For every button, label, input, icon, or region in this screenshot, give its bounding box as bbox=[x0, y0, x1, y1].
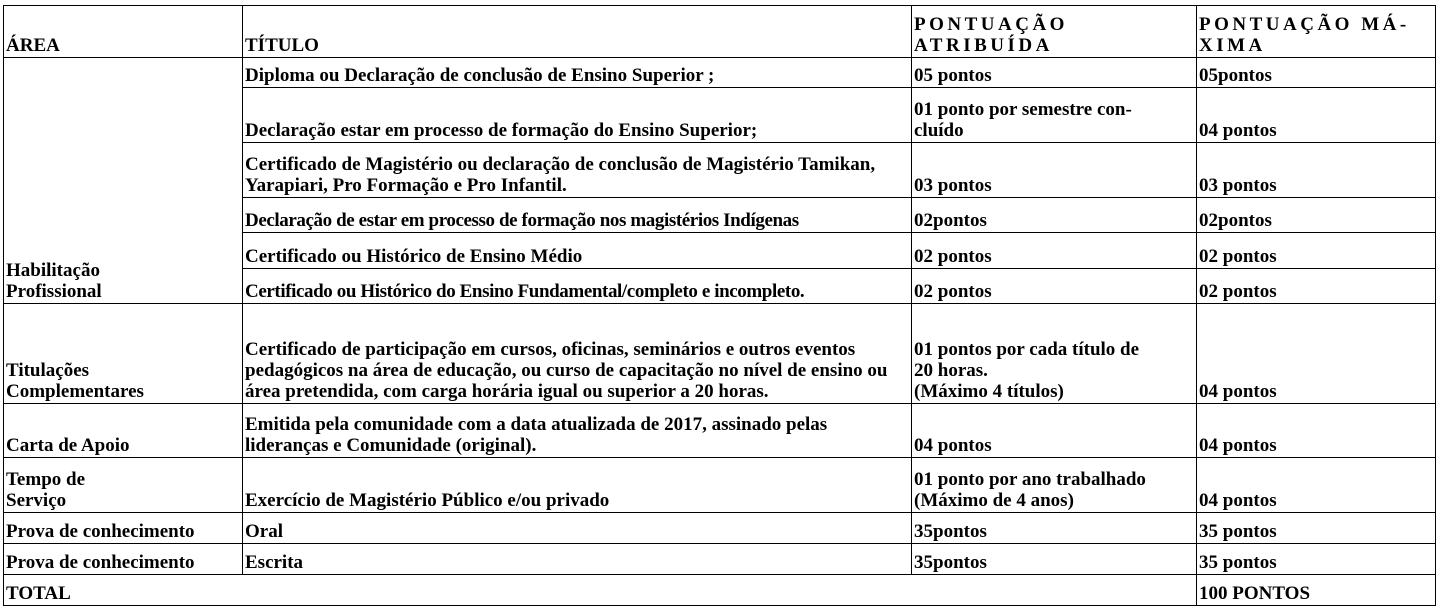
area-titulacoes-complementares bbox=[4, 304, 243, 403]
atribuida-line: (Máximo de 4 anos) bbox=[914, 489, 1074, 511]
area-carta-de-apoio: Carta de Apoio bbox=[4, 403, 243, 457]
maxima-cell: 35 pontos bbox=[1197, 512, 1436, 543]
atribuida-line: 35pontos bbox=[914, 521, 987, 542]
area-line: Profissional bbox=[6, 281, 102, 303]
atribuida-line: 01 pontos por cada título de bbox=[914, 338, 1140, 360]
header-line: XIMA bbox=[1199, 34, 1266, 56]
area-line: Habilitação bbox=[6, 260, 100, 282]
area-prova-escrita: Prova de conhecimento bbox=[4, 544, 243, 575]
titulo-cell: Declaração estar em processo de formação do Ensino Superior; bbox=[243, 88, 912, 143]
atribuida-line: (Máximo 4 títulos) bbox=[914, 380, 1064, 402]
titulo-cell: Oral bbox=[243, 512, 912, 543]
atribuida-cell bbox=[912, 457, 1197, 512]
maxima-cell: 03 pontos bbox=[1197, 143, 1436, 198]
header-line: ATRIBUÍDA bbox=[914, 34, 1053, 56]
atribuida-cell bbox=[912, 143, 1197, 198]
atribuida-cell bbox=[912, 403, 1197, 457]
atribuida-line: 02 pontos bbox=[914, 245, 992, 267]
atribuida-cell bbox=[912, 88, 1197, 143]
maxima-cell: 02 pontos bbox=[1197, 233, 1436, 269]
area-habilitacao-profissional bbox=[4, 57, 243, 304]
header-pontuacao-maxima bbox=[1197, 6, 1436, 58]
header-titulo: TÍTULO bbox=[243, 6, 912, 58]
table-row bbox=[4, 457, 1436, 512]
total-row bbox=[4, 575, 1436, 606]
table-row bbox=[4, 544, 1436, 575]
area-tempo-de-servico bbox=[4, 457, 243, 512]
titulo-cell: Diploma ou Declaração de conclusão de Ensino Superior ; bbox=[243, 57, 912, 87]
maxima-cell: 04 pontos bbox=[1197, 403, 1436, 457]
titulo-cell: Certificado de Magistério ou declaração de conclusão de Magistério Tamikan, Yarapiari, Pro Formação e Pro Infantil. bbox=[243, 143, 912, 198]
header-line: PONTUAÇÃO MÁ- bbox=[1199, 13, 1410, 35]
header-area: ÁREA bbox=[4, 6, 243, 58]
atribuida-line: cluído bbox=[914, 120, 964, 142]
maxima-cell: 35 pontos bbox=[1197, 544, 1436, 575]
maxima-cell: 04 pontos bbox=[1197, 88, 1436, 143]
titulo-cell: Certificado ou Histórico de Ensino Médio bbox=[243, 233, 912, 269]
atribuida-cell bbox=[912, 57, 1197, 87]
area-line: Titulações bbox=[6, 359, 90, 381]
area-line: Serviço bbox=[6, 489, 67, 511]
titulo-cell: Exercício de Magistério Público e/ou privado bbox=[243, 457, 912, 512]
maxima-cell: 02pontos bbox=[1197, 197, 1436, 233]
maxima-cell: 05pontos bbox=[1197, 57, 1436, 87]
maxima-cell: 04 pontos bbox=[1197, 457, 1436, 512]
area-line: Tempo de bbox=[6, 468, 86, 490]
total-value: 100 PONTOS bbox=[1197, 575, 1436, 606]
titulo-cell: Certificado de participação em cursos, oficinas, seminários e outros eventos pedagógicos na área de educação, ou curso de capacitação no nível de ensino ou área pretendida, com carga horária igual ou superior a 20 horas. bbox=[243, 304, 912, 403]
score-table bbox=[3, 5, 1436, 606]
titulo-cell: Declaração de estar em processo de formação nos magistérios Indígenas bbox=[243, 197, 912, 233]
atribuida-line: 01 ponto por ano trabalhado bbox=[914, 468, 1146, 490]
atribuida-line: 03 pontos bbox=[914, 174, 992, 196]
header-pontuacao-atribuida bbox=[912, 6, 1197, 58]
titulo-cell: Emitida pela comunidade com a data atualizada de 2017, assinado pelas lideranças e Comunidade (original). bbox=[243, 403, 912, 457]
atribuida-line: 01 ponto por semestre con- bbox=[914, 99, 1132, 121]
area-line: Complementares bbox=[6, 380, 144, 402]
atribuida-cell bbox=[912, 544, 1197, 575]
atribuida-line: 20 horas. bbox=[914, 359, 988, 381]
atribuida-cell bbox=[912, 304, 1197, 403]
atribuida-cell bbox=[912, 512, 1197, 543]
maxima-cell: 04 pontos bbox=[1197, 304, 1436, 403]
total-label: TOTAL bbox=[4, 575, 1197, 606]
table-row bbox=[4, 304, 1436, 403]
atribuida-line: 04 pontos bbox=[914, 434, 992, 456]
header-line: PONTUAÇÃO bbox=[914, 13, 1068, 35]
atribuida-line: 05 pontos bbox=[914, 65, 992, 87]
atribuida-cell bbox=[912, 268, 1197, 304]
atribuida-cell bbox=[912, 233, 1197, 269]
table-row bbox=[4, 512, 1436, 543]
header-row bbox=[4, 6, 1436, 58]
atribuida-line: 02 pontos bbox=[914, 281, 992, 303]
table-row bbox=[4, 57, 1436, 87]
titulo-cell: Certificado ou Histórico do Ensino Fundamental/completo e incompleto. bbox=[243, 268, 912, 304]
atribuida-cell bbox=[912, 197, 1197, 233]
titulo-cell: Escrita bbox=[243, 544, 912, 575]
atribuida-line: 02pontos bbox=[914, 210, 987, 232]
table-row bbox=[4, 403, 1436, 457]
maxima-cell: 02 pontos bbox=[1197, 268, 1436, 304]
atribuida-line: 35pontos bbox=[914, 552, 987, 574]
area-prova-oral: Prova de conhecimento bbox=[4, 512, 243, 543]
